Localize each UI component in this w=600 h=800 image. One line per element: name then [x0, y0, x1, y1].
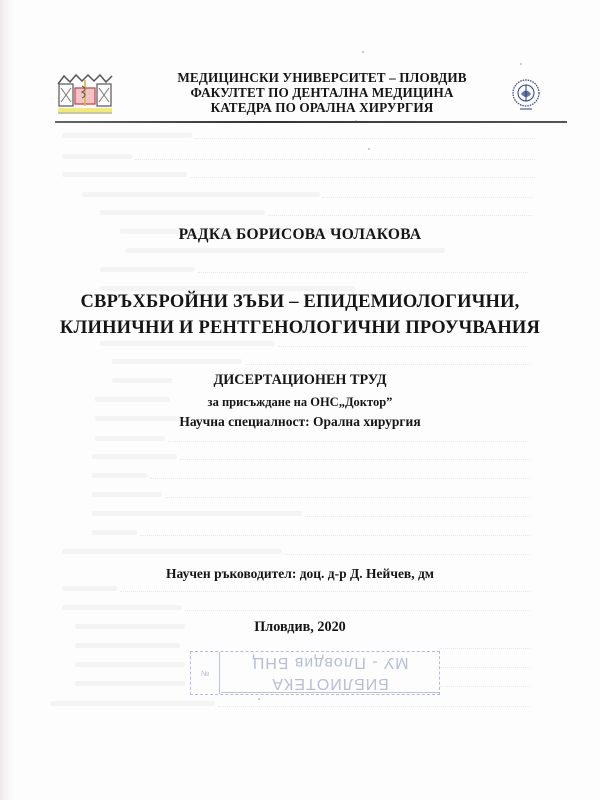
library-stamp [190, 651, 440, 695]
scientific-supervisor: Научен ръководител: доц. д-р Д. Нейчев, дм [166, 566, 434, 581]
thesis-title-line-1: СВРЪХБРОЙНИ ЗЪБИ – ЕПИДЕМИОЛОГИЧНИ, [80, 292, 520, 312]
faculty-seal-icon [507, 74, 545, 112]
stamp-side-label: № [191, 652, 220, 694]
place-and-year: Пловдив, 2020 [254, 619, 346, 635]
scientific-specialty: Научна специалност: Орална хирургия [179, 414, 421, 429]
degree-purpose: за присъждане на ОНС„Доктор” [207, 395, 393, 409]
institution-header [52, 70, 568, 116]
faculty-name: ФАКУЛТЕТ ПО ДЕНТАЛНА МЕДИЦИНА [190, 85, 454, 100]
university-crest-icon [56, 72, 114, 114]
document-type: ДИСЕРТАЦИОНЕН ТРУД [213, 372, 387, 388]
thesis-title-line-2: КЛИНИЧНИ И РЕНТГЕНОЛОГИЧНИ ПРОУЧВАНИЯ [59, 318, 541, 338]
author-name: РАДКА БОРИСОВА ЧОЛАКОВА [178, 226, 422, 243]
stamp-line-2: БИБЛИОТЕКА [221, 672, 439, 693]
stamp-line-1: МУ - Пловдив БНЦ [251, 654, 409, 671]
institution-name-block [132, 70, 512, 115]
department-name: КАТЕДРА ПО ОРАЛНА ХИРУРГИЯ [210, 100, 434, 115]
university-name: МЕДИЦИНСКИ УНИВЕРСИТЕТ – ПЛОВДИВ [177, 70, 467, 85]
header-divider [55, 121, 567, 123]
